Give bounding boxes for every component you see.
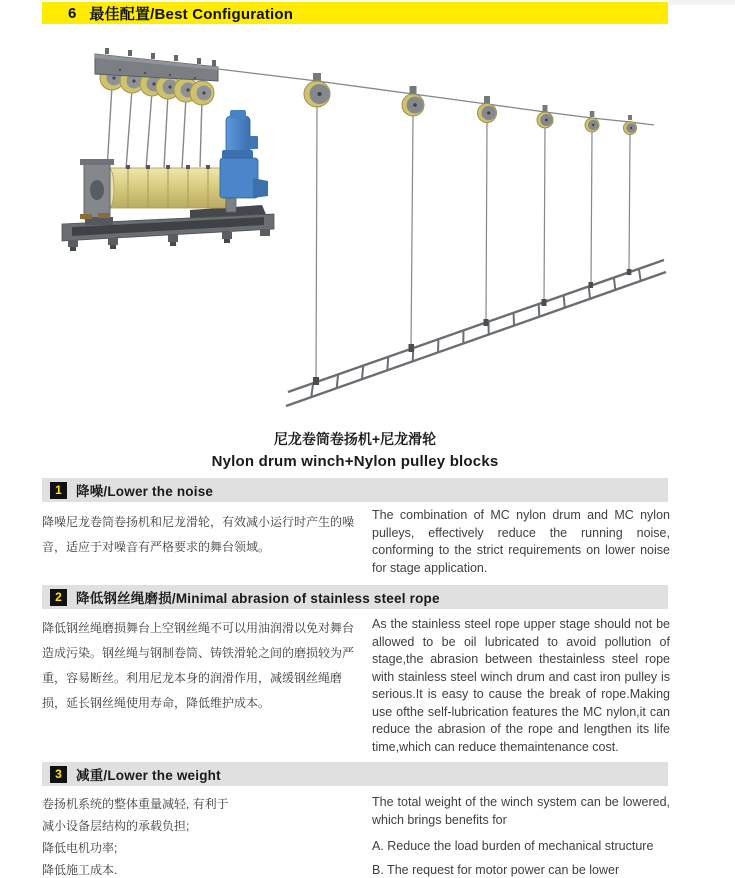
winch-system-illustration [50, 28, 675, 423]
section-2-text-en: As the stainless steel rope upper stage should not be allowed to be oil lubricated to avoid pollution of stage,the abrasion between thestainless steel rope with stainless steel winch drum and cast iron pulley is serious.It is easy to cause the break of rope.Making use ofthe self-lubrication features the MC nylon,it can reduce the abrasion of the rope and lengthen its life time,which can reduce themaintenance cost. [372, 617, 670, 754]
pulley-block-1 [304, 73, 330, 107]
batten-ladder [286, 260, 666, 406]
section-3-badge: 3 [50, 766, 67, 783]
en-benefit-item-a: A. Reduce the load burden of mechanical structure [372, 839, 654, 853]
zh-line-4: 降低施工成本. [42, 863, 118, 877]
section-3-text-zh [42, 794, 358, 878]
page-title: 最佳配置/Best Configuration [89, 5, 294, 23]
zh-line-1: 卷扬机系统的整体重量减轻, 有利于 [42, 797, 229, 811]
en-benefits-intro: The total weight of the winch system can be lowered, which brings benefits for [372, 795, 670, 827]
section-3-header [42, 762, 668, 786]
section-2-header [42, 585, 668, 609]
pulley-block-4 [537, 105, 553, 128]
section-1-title: 降噪/Lower the noise [76, 484, 214, 499]
section-1-header [42, 478, 668, 502]
pulley-block-5 [585, 111, 599, 132]
zh-line-2: 减小设备层结构的承载负担; [42, 819, 190, 833]
page-header [42, 2, 668, 24]
head-block [95, 48, 218, 105]
figure-caption-en: Nylon drum winch+Nylon pulley blocks [211, 453, 499, 470]
page-edge-strip [668, 0, 735, 5]
zh-line-3: 降低电机功率; [42, 841, 118, 855]
motor [220, 110, 268, 198]
pulley-block-3 [478, 96, 497, 123]
pulley-block-6 [624, 115, 637, 135]
section-2-title: 降低钢丝绳磨损/Minimal abrasion of stainless steel rope [76, 591, 440, 606]
winch-base-frame [62, 213, 274, 251]
winch [62, 110, 274, 251]
haul-rope [218, 69, 654, 125]
section-2-text-zh: 降低钢丝绳磨损舞台上空钢丝绳不可以用油润滑以免对舞台造成污染。钢丝绳与钢制卷筒、铸铁滑轮之间的磨损较为严重，容易断丝。利用尼龙本身的润滑作用，减缓钢丝绳磨损，延长钢丝绳使用寿命，降低维护成本。 [42, 621, 355, 710]
en-benefit-item-b: B. The request for motor power can be lower [372, 862, 620, 877]
section-1-badge: 1 [50, 482, 67, 499]
figure-caption-zh: 尼龙卷筒卷扬机+尼龙滑轮 [273, 431, 437, 447]
figure-caption [42, 431, 668, 471]
section-3-text-en [372, 794, 670, 878]
section-1-text-en: The combination of MC nylon drum and MC nylon pulleys, effectively reduce the running noise, conforming to the strict requirements on lower noise for stage application. [372, 508, 670, 575]
page-header-number: 6 [68, 4, 77, 22]
pulley-blocks [304, 73, 637, 135]
section-2-badge: 2 [50, 589, 67, 606]
drum-end-plate [80, 159, 114, 219]
winch-drum [104, 165, 226, 208]
section-1-text-zh: 降噪尼龙卷筒卷扬机和尼龙滑轮，有效减小运行时产生的噪音，适应于对噪音有严格要求的舞台领域。 [42, 515, 355, 554]
pulley-block-2 [402, 86, 424, 116]
section-3-title: 减重/Lower the weight [76, 768, 221, 783]
